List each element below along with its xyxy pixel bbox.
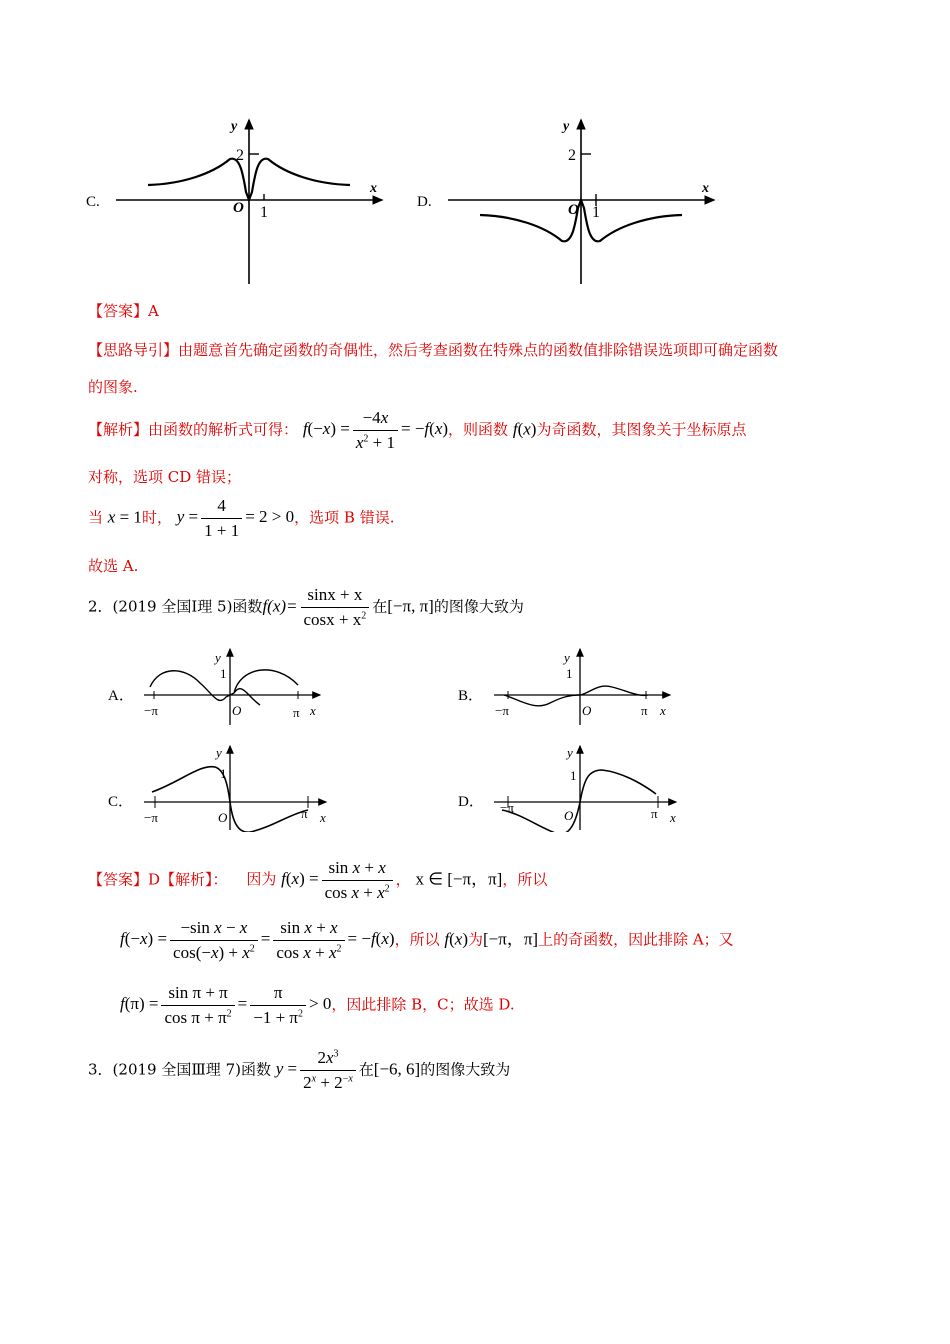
q3-suffix: 的图像大致为 bbox=[420, 1060, 511, 1079]
tick-1: 1 bbox=[592, 204, 600, 221]
svg-text:y: y bbox=[215, 650, 221, 665]
y-label: y bbox=[231, 119, 238, 134]
option-c-label: C. bbox=[86, 194, 100, 210]
q2-prefix: 2．(2019 全国Ⅰ理 5)函数 bbox=[88, 597, 263, 616]
y-label: y bbox=[563, 119, 570, 134]
q2-den: cosx + x bbox=[303, 610, 362, 629]
svg-text:−π: −π bbox=[495, 703, 509, 718]
svg-text:−π: −π bbox=[144, 703, 158, 718]
origin-label: O bbox=[233, 200, 244, 216]
q2-interval: [−π, π] bbox=[387, 596, 434, 616]
svg-text:1: 1 bbox=[220, 766, 227, 781]
origin-label: O bbox=[568, 202, 579, 218]
svg-text:y: y bbox=[567, 745, 573, 760]
q1-analysis-line2: 对称，选项 CD 错误； bbox=[88, 468, 242, 486]
analysis-tail: 为奇函数，其图象关于坐标原点 bbox=[536, 420, 747, 439]
q1-hint-line2: 的图象. bbox=[88, 378, 138, 396]
q2-option-b-label: B． bbox=[458, 688, 484, 704]
q3-interval: [−6, 6] bbox=[373, 1059, 421, 1079]
q2-option-c-label: C． bbox=[108, 794, 134, 810]
svg-text:O: O bbox=[564, 808, 574, 823]
analysis-mid: ，则函数 bbox=[448, 420, 509, 439]
q1-when-line: 当 x = 1时， y = $\frac{4}{1 + 1}$ = 2 > 0，选项 B 错误. bbox=[88, 496, 395, 540]
x-label: x bbox=[370, 181, 377, 196]
q2-graph-d bbox=[490, 742, 680, 832]
q2-suffix-pre: 在 bbox=[372, 597, 388, 616]
svg-text:y: y bbox=[216, 745, 222, 760]
q1-graph-d bbox=[444, 112, 724, 287]
q2-option-a-label: A． bbox=[108, 688, 134, 704]
tick-1: 1 bbox=[260, 204, 268, 221]
svg-text:1: 1 bbox=[566, 666, 573, 681]
svg-text:y: y bbox=[564, 650, 570, 665]
q1-graph-c bbox=[112, 112, 392, 287]
q1-analysis: 【解析】由函数的解析式可得： f(−x) = $\frac{-4x}{x^2 + 1}$ = −f(x)，则函数 f(x)为奇函数，其图象关于坐标原点 bbox=[88, 408, 747, 452]
q2-answer-line1: 【答案】D【解析】： 因为 f(x) = $\frac{\text{sin x + x}}{\cos x + x^2}$ ， x ∈ [−π，π]，所以 bbox=[88, 858, 548, 902]
svg-text:x: x bbox=[670, 810, 676, 825]
q2-domain: x ∈ [−π，π] bbox=[415, 869, 503, 889]
q3-suffix-pre: 在 bbox=[358, 1060, 374, 1079]
tick-2: 2 bbox=[568, 147, 576, 164]
svg-text:O: O bbox=[218, 810, 228, 825]
svg-text:O: O bbox=[232, 703, 242, 718]
svg-text:x: x bbox=[310, 703, 316, 718]
q2-option-d-label: D． bbox=[458, 794, 484, 810]
svg-text:O: O bbox=[582, 703, 592, 718]
q1-hint bbox=[88, 339, 778, 360]
q1-answer: 【答案】A bbox=[88, 302, 159, 320]
svg-text:x: x bbox=[660, 703, 666, 718]
q2-suffix: 的图像大致为 bbox=[433, 597, 524, 616]
hint-text: 由题意首先确定函数的奇偶性，然后考查函数在特殊点的函数值排除错误选项即可确定函数 bbox=[178, 341, 779, 359]
svg-text:π: π bbox=[301, 806, 308, 821]
analysis-tag: 【解析】 bbox=[88, 420, 149, 439]
q2-answer-line2: f(−x) = $\frac{\text{−sin x − x}}{\cos(-x) + x^2}$ = $\frac{\text{sin x + x}}{\cos x + x^2}$ = −f(x)，所以 f(x)为[−π，π]上的奇函数，因此排除 A；又 bbox=[120, 918, 734, 962]
q2-stem: 2．(2019 全国Ⅰ理 5)函数f(x)= $\frac{\sin x + x}{\cos x + x^2}$ 在[−π, π]的图像大致为 bbox=[88, 585, 524, 629]
svg-text:1: 1 bbox=[220, 666, 227, 681]
x-label: x bbox=[702, 181, 709, 196]
q2-graph-b bbox=[490, 645, 680, 727]
svg-text:−π: −π bbox=[500, 800, 514, 815]
svg-text:−π: −π bbox=[144, 810, 158, 825]
q2-fname: f(x)= bbox=[262, 596, 298, 616]
q3-stem: 3．(2019 全国Ⅲ理 7)函数 y = $\frac{2x^3}{2^x + 2^{-x}}$ 在[−6, 6]的图像大致为 bbox=[88, 1048, 511, 1092]
analysis-lead: 由函数的解析式可得： bbox=[148, 420, 299, 439]
q2-num: sinx + x bbox=[301, 585, 370, 608]
svg-text:π: π bbox=[293, 705, 300, 720]
q3-prefix: 3．(2019 全国Ⅲ理 7)函数 bbox=[88, 1060, 271, 1079]
hint-tag: 【思路导引】 bbox=[88, 341, 179, 359]
svg-text:1: 1 bbox=[570, 768, 577, 783]
when-prefix: 当 bbox=[88, 508, 104, 527]
when-mid: 时， bbox=[141, 508, 172, 527]
svg-text:π: π bbox=[651, 806, 658, 821]
option-d-label: D. bbox=[417, 194, 432, 210]
when-tail: ，选项 B 错误. bbox=[294, 508, 395, 527]
q2-graph-c bbox=[140, 742, 330, 832]
q2-graph-a bbox=[140, 645, 330, 727]
q2-answer-line3: f(π) = $\frac{\text{sin π + π}}{\cos \pi + \pi^2}$ = $\frac{\pi}{-1 + \pi^2}$ > 0，因此排除 B，C；故选 D. bbox=[120, 983, 515, 1027]
analysis-formula: f(−x) = $\frac{-4x}{x^2 + 1}$ = −f(x) bbox=[302, 408, 449, 452]
q2-answer-tag: 【答案】D【解析】： bbox=[88, 870, 228, 889]
tick-2: 2 bbox=[236, 147, 244, 164]
q1-choose: 故选 A. bbox=[88, 557, 139, 575]
svg-text:x: x bbox=[320, 810, 326, 825]
svg-text:π: π bbox=[641, 703, 648, 718]
